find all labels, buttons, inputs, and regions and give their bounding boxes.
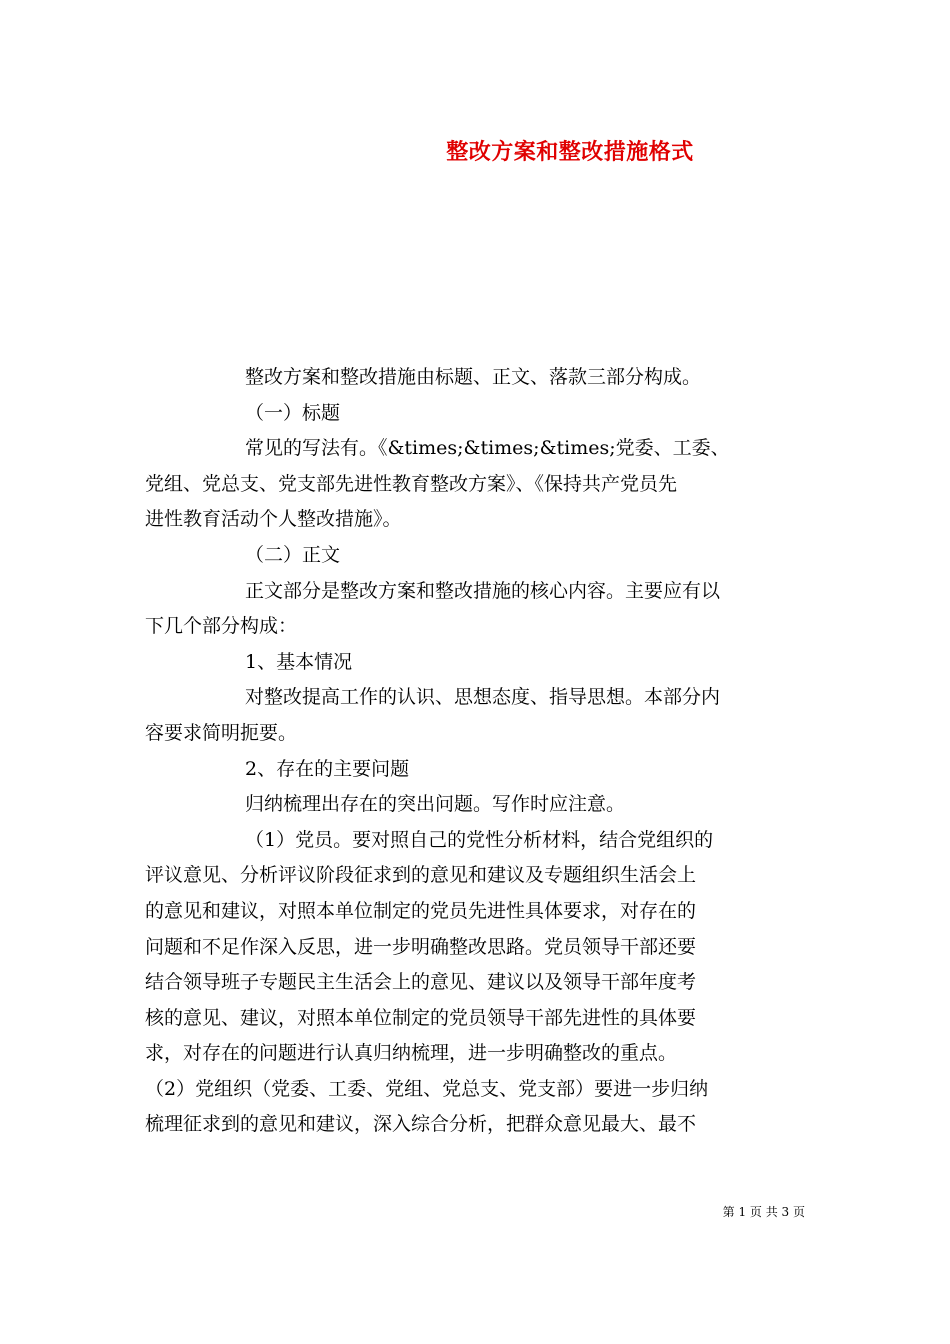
- paragraph-line: 正文部分是整改方案和整改措施的核心内容。主要应有以: [245, 579, 721, 602]
- paragraph-line: 核的意见、建议，对照本单位制定的党员领导干部先进性的具体要: [145, 1006, 697, 1029]
- paragraph-line: 常见的写法有。《&times;&times;&times;党委、工委、: [245, 437, 730, 460]
- paragraph-line: （二）正文: [245, 543, 341, 566]
- paragraph-line: 评议意见、分析评议阶段征求到的意见和建议及专题组织生活会上: [145, 864, 697, 887]
- paragraph-line: 1、基本情况: [245, 650, 353, 673]
- paragraph-line: 梳理征求到的意见和建议，深入综合分析，把群众意见最大、最不: [145, 1113, 697, 1136]
- paragraph-line: 的意见和建议，对照本单位制定的党员先进性具体要求，对存在的: [145, 899, 697, 922]
- paragraph-line: 进性教育活动个人整改措施》。: [145, 508, 402, 531]
- paragraph-line: 下几个部分构成：: [145, 615, 298, 638]
- paragraph-line: （1）党员。要对照自己的党性分析材料，结合党组织的: [245, 828, 714, 851]
- page-footer: 第 1 页 共 3 页: [722, 1205, 805, 1219]
- paragraph-line: 2、存在的主要问题: [245, 757, 410, 780]
- document-title: 整改方案和整改措施格式: [446, 139, 694, 165]
- paragraph-line: 求，对存在的问题进行认真归纳梳理，进一步明确整改的重点。: [145, 1042, 678, 1065]
- paragraph-line: 结合领导班子专题民主生活会上的意见、建议以及领导干部年度考: [145, 971, 697, 994]
- paragraph-line: （2）党组织（党委、工委、党组、党总支、党支部）要进一步归纳: [145, 1077, 709, 1100]
- paragraph-line: 整改方案和整改措施由标题、正文、落款三部分构成。: [245, 366, 702, 388]
- paragraph-line: （一）标题: [245, 401, 341, 424]
- document-body: [145, 360, 805, 1143]
- paragraph-line: 对整改提高工作的认识、思想态度、指导思想。本部分内: [245, 686, 721, 709]
- paragraph-line: 容要求简明扼要。: [145, 721, 298, 744]
- paragraph-line: 问题和不足作深入反思，进一步明确整改思路。党员领导干部还要: [145, 935, 697, 958]
- paragraph-line: 党组、党总支、党支部先进性教育整改方案》、《保持共产党员先: [145, 472, 678, 495]
- paragraph-line: 归纳梳理出存在的突出问题。写作时应注意。: [245, 793, 626, 816]
